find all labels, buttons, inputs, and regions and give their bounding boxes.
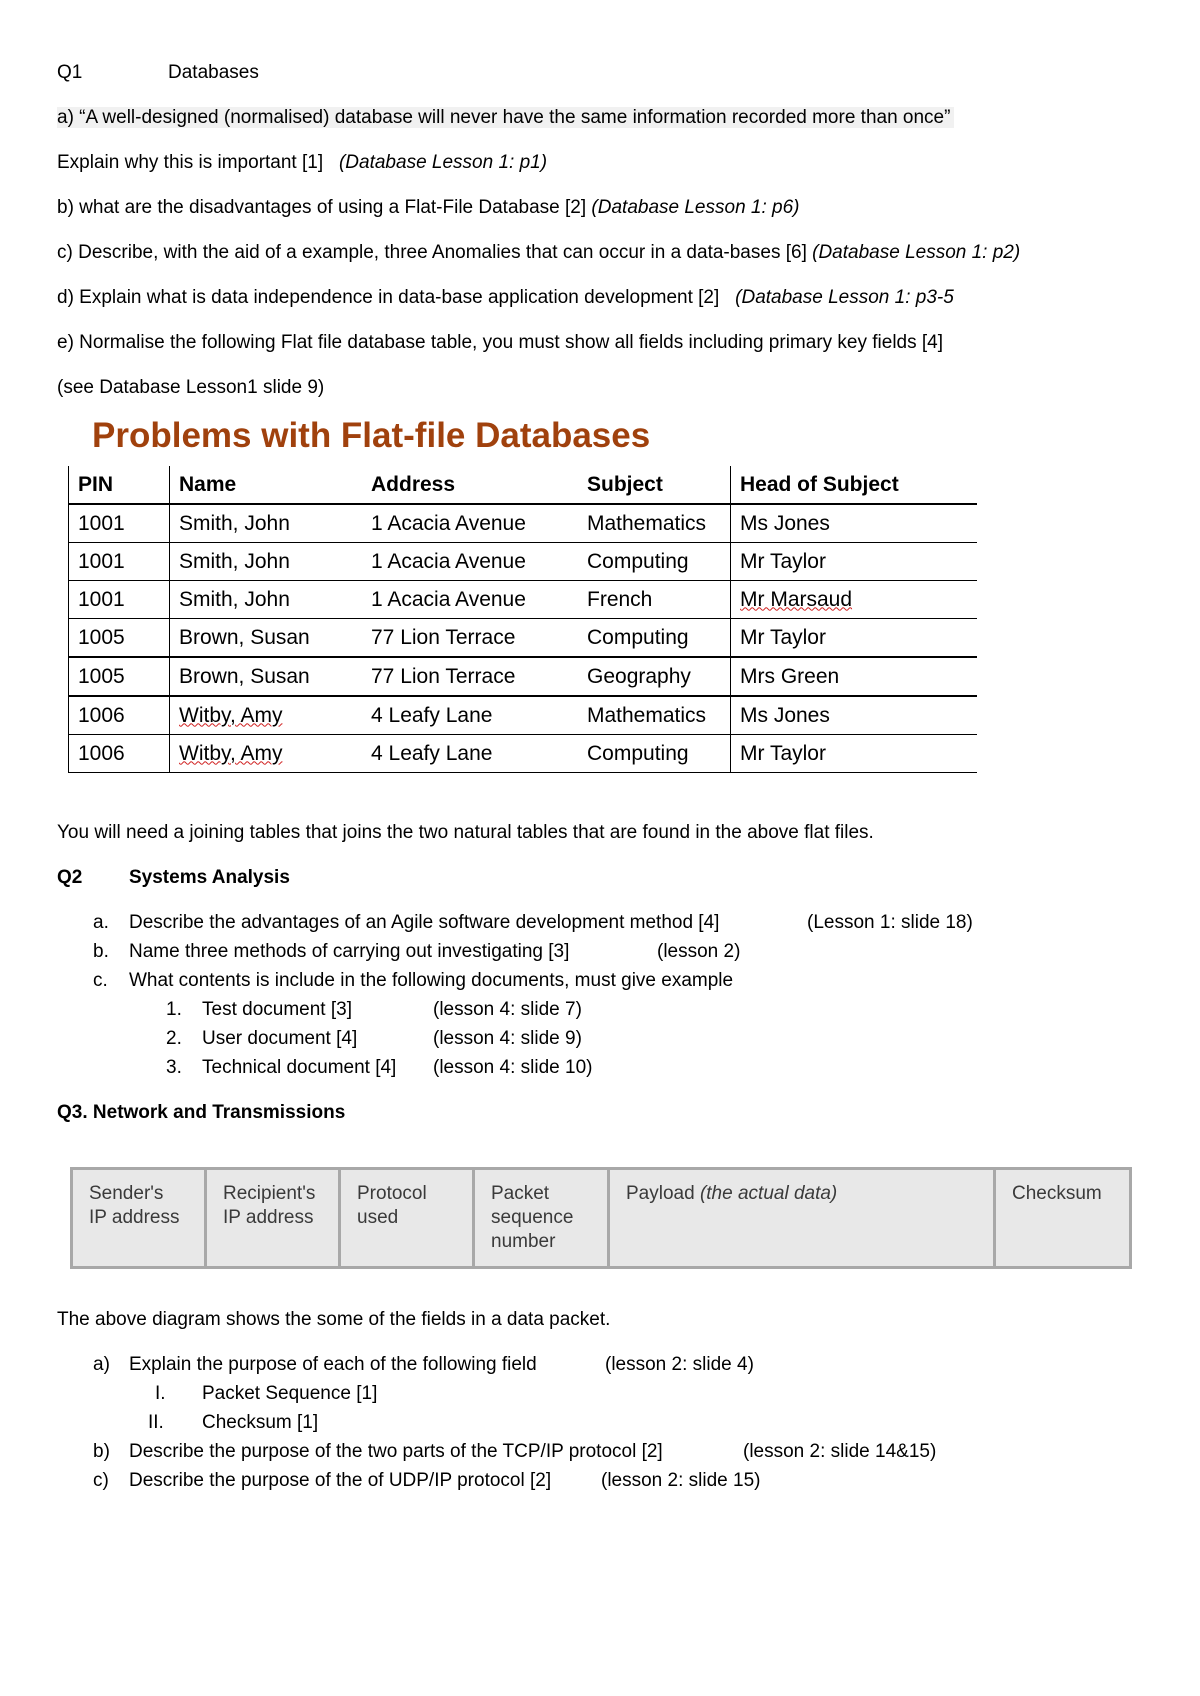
q2-item-c-text: What contents is include in the following documents, must give example bbox=[129, 970, 734, 991]
header-address: Address bbox=[362, 466, 578, 504]
cell-name-text: Witby, Amy bbox=[179, 741, 283, 765]
q1-a-ref: (Database Lesson 1: p1) bbox=[338, 152, 548, 173]
list-marker: c. bbox=[93, 970, 108, 991]
q2-subitem-1 bbox=[166, 998, 582, 1022]
cell-name: Brown, Susan bbox=[170, 619, 363, 658]
q1-a-quote bbox=[57, 106, 954, 130]
table-row bbox=[69, 543, 978, 581]
cell-address: 4 Leafy Lane bbox=[362, 735, 578, 773]
packet-diagram bbox=[70, 1167, 1132, 1269]
q3-subitem-1-text: Packet Sequence [1] bbox=[202, 1383, 378, 1404]
packet-field-sequence bbox=[475, 1170, 610, 1266]
q1-b bbox=[57, 196, 800, 220]
table-row bbox=[69, 657, 978, 696]
q3-item-b-ref: (lesson 2: slide 14&15) bbox=[743, 1441, 937, 1462]
cell-head: Ms Jones bbox=[731, 504, 978, 543]
cell-head: Mrs Green bbox=[731, 657, 978, 696]
flat-table-title: Problems with Flat-file Databases bbox=[92, 416, 651, 455]
packet-field-italic: (the actual data) bbox=[699, 1183, 838, 1204]
header-subject: Subject bbox=[578, 466, 731, 504]
cell-address: 4 Leafy Lane bbox=[362, 696, 578, 735]
packet-field-recipient bbox=[207, 1170, 341, 1266]
packet-field-payload bbox=[610, 1170, 996, 1266]
q3-heading: Q3. Network and Transmissions bbox=[57, 1102, 346, 1123]
cell-head bbox=[731, 581, 978, 619]
cell-address: 77 Lion Terrace bbox=[362, 619, 578, 658]
q1-c bbox=[57, 241, 1020, 265]
q2-subitem-1-text: Test document [3] bbox=[202, 999, 352, 1020]
q2-heading bbox=[57, 866, 290, 890]
cell-pin: 1001 bbox=[69, 581, 170, 619]
cell-head: Ms Jones bbox=[731, 696, 978, 735]
q1-see-text: (see Database Lesson1 slide 9) bbox=[57, 377, 325, 398]
packet-field-checksum bbox=[996, 1170, 1129, 1266]
list-marker: b) bbox=[93, 1441, 110, 1462]
q3-item-a-text: Explain the purpose of each of the following field bbox=[129, 1354, 537, 1375]
q3-subitem-2 bbox=[148, 1411, 318, 1435]
q2-subitem-1-ref: (lesson 4: slide 7) bbox=[433, 999, 582, 1020]
q3-item-a-ref: (lesson 2: slide 4) bbox=[605, 1354, 754, 1375]
cell-name bbox=[170, 696, 363, 735]
q3-item-b bbox=[93, 1440, 936, 1464]
table-row bbox=[69, 619, 978, 658]
q1-d bbox=[57, 286, 954, 310]
cell-name: Smith, John bbox=[170, 543, 363, 581]
cell-name bbox=[170, 735, 363, 773]
q3-item-c-text: Describe the purpose of the of UDP/IP protocol [2] bbox=[129, 1470, 552, 1491]
q3-subitem-1 bbox=[155, 1382, 377, 1406]
q1-a-explain-text: Explain why this is important [1] bbox=[57, 152, 324, 173]
q3-item-b-text: Describe the purpose of the two parts of the TCP/IP protocol [2] bbox=[129, 1441, 663, 1462]
q2-subitem-2-text: User document [4] bbox=[202, 1028, 358, 1049]
packet-field-protocol bbox=[341, 1170, 475, 1266]
cell-pin: 1005 bbox=[69, 619, 170, 658]
list-marker: 2. bbox=[166, 1028, 182, 1049]
q1-d-text: d) Explain what is data independence in data-base application development [2] bbox=[57, 287, 720, 308]
flat-file-table bbox=[68, 466, 977, 773]
table-row bbox=[69, 504, 978, 543]
packet-field-line: Payload bbox=[626, 1183, 700, 1204]
cell-head: Mr Taylor bbox=[731, 543, 978, 581]
cell-subject: Mathematics bbox=[578, 504, 731, 543]
q2-subitem-2-ref: (lesson 4: slide 9) bbox=[433, 1028, 582, 1049]
packet-field-line: sequence bbox=[491, 1207, 574, 1228]
q2-item-b bbox=[93, 940, 740, 964]
diagram-note: The above diagram shows the some of the fields in a data packet. bbox=[57, 1309, 611, 1330]
cell-head-text: Mr Marsaud bbox=[740, 587, 853, 611]
q2-item-a bbox=[93, 911, 973, 935]
cell-subject: Computing bbox=[578, 735, 731, 773]
list-marker: 1. bbox=[166, 999, 182, 1020]
q2-item-c bbox=[93, 969, 733, 993]
q1-c-ref: (Database Lesson 1: p2) bbox=[812, 242, 1021, 263]
cell-name: Brown, Susan bbox=[170, 657, 363, 696]
packet-field-line: Packet bbox=[491, 1183, 550, 1204]
q2-item-a-ref: (Lesson 1: slide 18) bbox=[807, 912, 973, 933]
cell-subject: Mathematics bbox=[578, 696, 731, 735]
list-marker: a) bbox=[93, 1354, 110, 1375]
q1-c-text: c) Describe, with the aid of a example, three Anomalies that can occur in a data-bases [6] bbox=[57, 242, 807, 263]
table-row bbox=[69, 735, 978, 773]
header-head-of-subject: Head of Subject bbox=[731, 466, 978, 504]
cell-address: 1 Acacia Avenue bbox=[362, 504, 578, 543]
cell-address: 1 Acacia Avenue bbox=[362, 543, 578, 581]
cell-name-text: Witby, Amy bbox=[179, 703, 283, 727]
cell-subject: Geography bbox=[578, 657, 731, 696]
list-marker: I. bbox=[155, 1383, 166, 1404]
q1-b-ref: (Database Lesson 1: p6) bbox=[591, 197, 800, 218]
q3-subitem-2-text: Checksum [1] bbox=[202, 1412, 319, 1433]
cell-address: 77 Lion Terrace bbox=[362, 657, 578, 696]
q2-number: Q2 bbox=[57, 867, 83, 888]
cell-subject: Computing bbox=[578, 543, 731, 581]
list-marker: c) bbox=[93, 1470, 109, 1491]
q2-subitem-3 bbox=[166, 1056, 592, 1080]
packet-field-line: IP address bbox=[223, 1207, 314, 1228]
q1-d-ref: (Database Lesson 1: p3-5 bbox=[735, 287, 954, 308]
packet-field-line: Recipient's bbox=[223, 1183, 316, 1204]
packet-field-line: Checksum bbox=[1012, 1183, 1102, 1204]
q2-item-b-ref: (lesson 2) bbox=[657, 941, 741, 962]
q1-number: Q1 bbox=[57, 62, 83, 83]
header-pin: PIN bbox=[69, 466, 170, 504]
cell-head: Mr Taylor bbox=[731, 735, 978, 773]
header-name: Name bbox=[170, 466, 363, 504]
cell-subject: French bbox=[578, 581, 731, 619]
q2-title: Systems Analysis bbox=[129, 867, 290, 888]
cell-pin: 1001 bbox=[69, 543, 170, 581]
q1-b-text: b) what are the disadvantages of using a Flat-File Database [2] bbox=[57, 197, 587, 218]
cell-subject: Computing bbox=[578, 619, 731, 658]
q2-item-b-text: Name three methods of carrying out investigating [3] bbox=[129, 941, 570, 962]
cell-pin: 1001 bbox=[69, 504, 170, 543]
packet-field-sender bbox=[73, 1170, 207, 1266]
cell-pin: 1006 bbox=[69, 696, 170, 735]
cell-head: Mr Taylor bbox=[731, 619, 978, 658]
q3-item-c-ref: (lesson 2: slide 15) bbox=[601, 1470, 761, 1491]
q2-subitem-3-ref: (lesson 4: slide 10) bbox=[433, 1057, 593, 1078]
q2-subitem-3-text: Technical document [4] bbox=[202, 1057, 397, 1078]
q1-heading bbox=[57, 61, 259, 85]
q1-e bbox=[57, 331, 943, 355]
list-marker: b. bbox=[93, 941, 109, 962]
table-header-row bbox=[69, 466, 978, 504]
q1-title: Databases bbox=[168, 62, 259, 83]
cell-address: 1 Acacia Avenue bbox=[362, 581, 578, 619]
q2-subitem-2 bbox=[166, 1027, 582, 1051]
cell-pin: 1006 bbox=[69, 735, 170, 773]
table-row bbox=[69, 581, 978, 619]
packet-field-line: Protocol bbox=[357, 1183, 427, 1204]
q3-item-a bbox=[93, 1353, 754, 1377]
cell-name: Smith, John bbox=[170, 581, 363, 619]
q1-a-explain bbox=[57, 151, 547, 175]
packet-field-line: number bbox=[491, 1231, 556, 1252]
packet-field-line: IP address bbox=[89, 1207, 180, 1228]
q1-see bbox=[57, 376, 324, 400]
list-marker: 3. bbox=[166, 1057, 182, 1078]
list-marker: II. bbox=[148, 1412, 164, 1433]
cell-name: Smith, John bbox=[170, 504, 363, 543]
q1-e-text: e) Normalise the following Flat file database table, you must show all fields including primary key fields [4] bbox=[57, 332, 944, 353]
packet-field-line: Sender's bbox=[89, 1183, 164, 1204]
list-marker: a. bbox=[93, 912, 109, 933]
packet-field-line: used bbox=[357, 1207, 399, 1228]
joining-note: You will need a joining tables that joins the two natural tables that are found in the above flat files. bbox=[57, 822, 874, 843]
q3-item-c bbox=[93, 1469, 760, 1493]
q1-a-text: a) “A well-designed (normalised) database will never have the same information recorded more than once” bbox=[57, 107, 954, 128]
table-row bbox=[69, 696, 978, 735]
cell-pin: 1005 bbox=[69, 657, 170, 696]
q2-item-a-text: Describe the advantages of an Agile software development method [4] bbox=[129, 912, 720, 933]
